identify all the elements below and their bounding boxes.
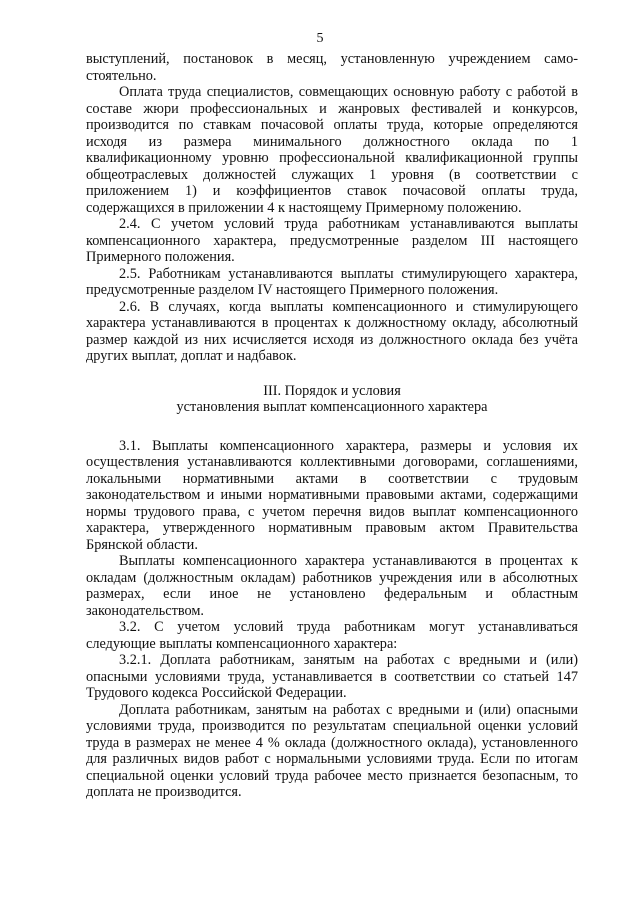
paragraph-2-5: 2.5. Работникам устанавливаются выплаты стимулирующего характера, предусмотренные разделом IV настоящего Примерного положения. [86, 265, 578, 298]
paragraph-3-2-1: 3.2.1. Доплата работникам, занятым на работах с вредными и (или) опасными условиями труда, устанавливается в соответствии со статьей 147 Трудового кодекса Российской Федерации. [86, 652, 578, 701]
document-body [86, 51, 578, 801]
paragraph-2-4: 2.4. С учетом условий труда работникам устанавливаются выплаты компенсационного характера, предусмотренные разделом III настоящего Примерного положения. [86, 216, 578, 265]
paragraph-continuation: выступлений, постановок в месяц, установленную учреждением само-стоятельно. [86, 51, 578, 84]
paragraph-3-1: 3.1. Выплаты компенсационного характера, размеры и условия их осуществления устанавливаются коллективными договорами, соглашениями, локальными нормативными актами в соответствии с трудовым законодательством и иными нормативными правовыми актами, содержащими нормы трудового права, с учетом перечня видов выплат компенсационного характера, утвержденного нормативным правовым актом Правительства Брянской области. [86, 437, 578, 553]
spacer [86, 416, 578, 438]
paragraph-3-2: 3.2. С учетом условий труда работникам могут устанавливаться следующие выплаты компенсационного характера: [86, 619, 578, 652]
paragraph-comp-percent: Выплаты компенсационного характера устанавливаются в процентах к окладам (должностным окладам) работников учреждения или в абсолютных размерах, если иное не установлено федеральным и областным законодательством. [86, 553, 578, 619]
section-heading-line2: установления выплат компенсационного характера [176, 399, 488, 415]
paragraph-2-6: 2.6. В случаях, когда выплаты компенсационного и стимулирующего характера устанавливаются в процентах к должностному окладу, абсолютный размер каждой из них исчисляется исходя из должностного оклада без учёта других выплат, доплат и надбавок. [86, 298, 578, 364]
spacer [86, 365, 578, 383]
section-heading-line1: III. Порядок и условия [263, 382, 401, 399]
paragraph-jury-pay: Оплата труда специалистов, совмещающих основную работу с работой в составе жюри профессиональных и жанровых фестивалей и конкурсов, производится по ставкам почасовой оплаты труда, которые определяются исходя из размера минимального должностного оклада по 1 квалификационному уровню профессиональной квалификационной группы общеотраслевых должностей служащих 1 уровня (в соответствии с приложением 1) и коэффициентов ставок почасовой оплаты труда, содержащихся в приложении 4 к настоящему Примерному положению. [86, 84, 578, 216]
page-number: 5 [316, 31, 324, 46]
paragraph-hazard-pay: Доплата работникам, занятым на работах с вредными и (или) опасными условиями труда, производится по результатам специальной оценки условий труда в размерах не менее 4 % оклада (должностного оклада), установленного для различных видов работ с нормальными условиями труда. Если по итогам специальной оценки условий труда рабочее место признается безопасным, то доплата не производится. [86, 701, 578, 800]
